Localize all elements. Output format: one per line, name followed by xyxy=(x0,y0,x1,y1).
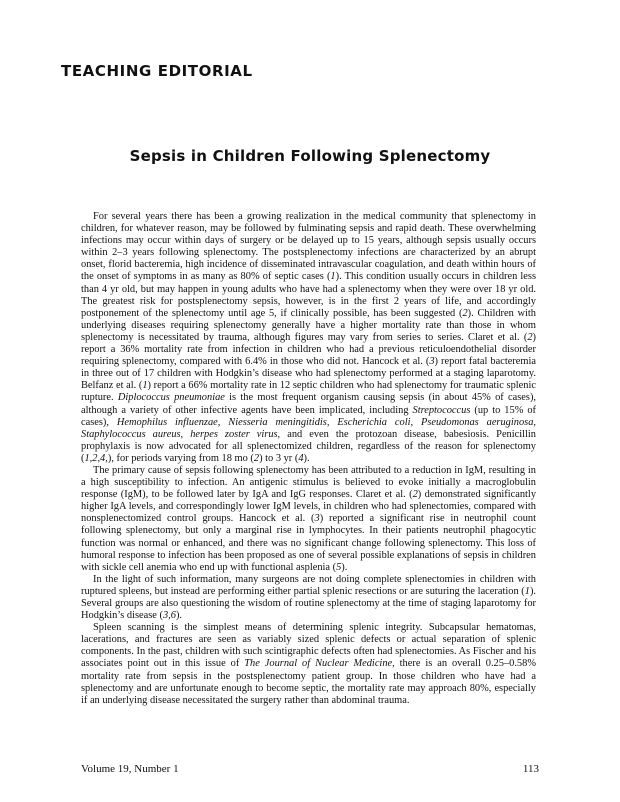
italic-text: 1,2,4, xyxy=(84,452,108,464)
italic-text: 2 xyxy=(412,489,418,501)
journal-volume: Volume 19, Number 1 xyxy=(81,763,179,775)
text-run: In the light of such information, many surgeons are not doing complete splenectomies in children with ruptured spleens, but instead are performing either partial splenic resections or are suturing the laceration ( xyxy=(81,573,536,597)
italic-text: 3,6 xyxy=(162,610,176,622)
article-body xyxy=(81,211,536,707)
text-run: ) to 3 yr ( xyxy=(259,452,299,464)
text-run: ). This condition usually occurs in children less than 4 yr old, but may happen in young adults who have had a splenectomy when they were over 18 yr old. The greatest risk for postsplenectomy sepsis, however, is in the first 2 years of life, and accordingly postponement of the splenectomy until age 5, if clinically possible, has been suggested ( xyxy=(81,271,536,319)
italic-text: 4 xyxy=(298,452,304,464)
italic-text: Diplococcus pneumoniae xyxy=(117,392,225,404)
text-run: ) reported a significant rise in neutrophil count following splenectomy, but only a marginal rise in lymphocytes. In their patients neutrophil phagocytic function was normal or enhanced, and there was no significant change following splenectomy. This loss of humoral response to infection has been proposed as one of several possible explanations of sepsis in children with sickle cell anemia who end up with functional asplenia ( xyxy=(81,513,536,573)
page-number: 113 xyxy=(522,763,539,775)
article-title: Sepsis in Children Following Splenectomy xyxy=(129,147,491,165)
text-run: ) report a 36% mortality rate from infection in children who had a previous reticuloendothelial disorder requiring splenectomy, compared with 6.4% in those who did not. Hancock et al. ( xyxy=(81,331,536,368)
italic-text: 2 xyxy=(527,331,533,343)
text-run: ) report fatal bacteremia in three out of 17 children with Hodgkin’s disease who had splenectomy performed at a staging laparotomy. Belfanz et al. ( xyxy=(81,356,537,392)
text-run: ) report a 66% mortality rate in 12 septic children who had splenectomy for traumatic splenic rupture. xyxy=(81,380,536,404)
italic-text: Hemophilus influenzae, Niesseria meningitidis, Escherichia coli, Pseudomonas aeruginosa, Staphylococcus aureus, herpes zoster virus, xyxy=(81,416,536,440)
italic-text: 1 xyxy=(142,380,148,392)
italic-text: 3 xyxy=(314,513,320,525)
text-run: The primary cause of sepsis following splenectomy has been attributed to a reduction in IgM, resulting in a high susceptibility to infection. An antigenic stimulus is believed to evoke initially a macroglobulin response (IgM), to be followed later by IgA and IgG responses. Claret et al. ( xyxy=(81,464,536,501)
text-run: For several years there has been a growing realization in the medical community that splenectomy in children, for whatever reason, may be followed by fulminating sepsis and rapid death. These overwhelming infections may occur within days of surgery or be delayed up to 15 years, although sepsis usually occurs within 2–3 years following splenectomy. The postsplenectomy infections are characterized by an abrupt onset, florid bacteremia, high incidence of disseminated intravascular coagulation, and death within hours of the onset of symptoms in as many as 80% of septic cases ( xyxy=(81,211,536,283)
text-run: ). Children with underlying diseases requiring splenectomy generally have a higher mortality rate than those in whom splenectomy is necessitated by trauma, although figures may vary from series to series. Claret et al. ( xyxy=(81,307,537,343)
text-run: there is an overall 0.25–0.58% mortality rate from sepsis in the postsplenectomy patient group. In those children who have had a splenectomy and are unfortunate enough to become septic, the mortality rate may approach 80%, especially if an underlying disease necessitated the surgery rather than abdominal trauma. xyxy=(81,658,536,706)
text-run: (up to 15% of cases), xyxy=(81,404,536,428)
body-paragraph xyxy=(81,465,536,574)
text-run: and even the protozoan disease, babesiosis. Penicillin prophylaxis is now advocated for all splenectomized children, regardless of the reason for splenectomy ( xyxy=(81,428,536,464)
italic-text: 3 xyxy=(429,356,435,368)
section-label: TEACHING EDITORIAL xyxy=(61,62,253,80)
italic-text: 1 xyxy=(330,271,336,283)
body-paragraph xyxy=(81,211,536,465)
italic-text: 2 xyxy=(253,452,260,464)
text-run: ). xyxy=(175,610,183,622)
italic-text: Streptococcus xyxy=(412,404,471,416)
text-run: ) demonstrated significantly higher IgA levels, and correspondingly lower IgM levels, in children who had splenectomies, compared with nonsplenectomized control groups. Hancock et al. ( xyxy=(81,489,537,525)
text-run: ), for periods varying from 18 mo ( xyxy=(107,452,254,464)
italic-text: The Journal of Nuclear Medicine, xyxy=(244,658,395,670)
text-run: Spleen scanning is the simplest means of determining splenic integrity. Subcapsular hematomas, lacerations, and fractures are seen as variably sized splenic defects or actual separation of splenic components. In the past, children with such scintigraphic defects often had splenectomies. As Fischer and his associates point out in this issue of xyxy=(81,622,536,670)
body-paragraph xyxy=(81,622,536,707)
text-run: ). Several groups are also questioning the wisdom of routine splenectomy at the time of staging laparotomy for Hodgkin’s disease ( xyxy=(81,585,536,622)
text-run: ). xyxy=(303,452,310,464)
text-run: ). xyxy=(341,561,348,573)
italic-text: 1 xyxy=(524,585,530,597)
text-run: is the most frequent organism causing sepsis (in about 45% of cases), although a variety of other infective agents have been implicated, including xyxy=(81,392,536,416)
body-paragraph xyxy=(81,574,536,622)
italic-text: 5 xyxy=(336,561,342,573)
italic-text: 2 xyxy=(462,307,468,319)
